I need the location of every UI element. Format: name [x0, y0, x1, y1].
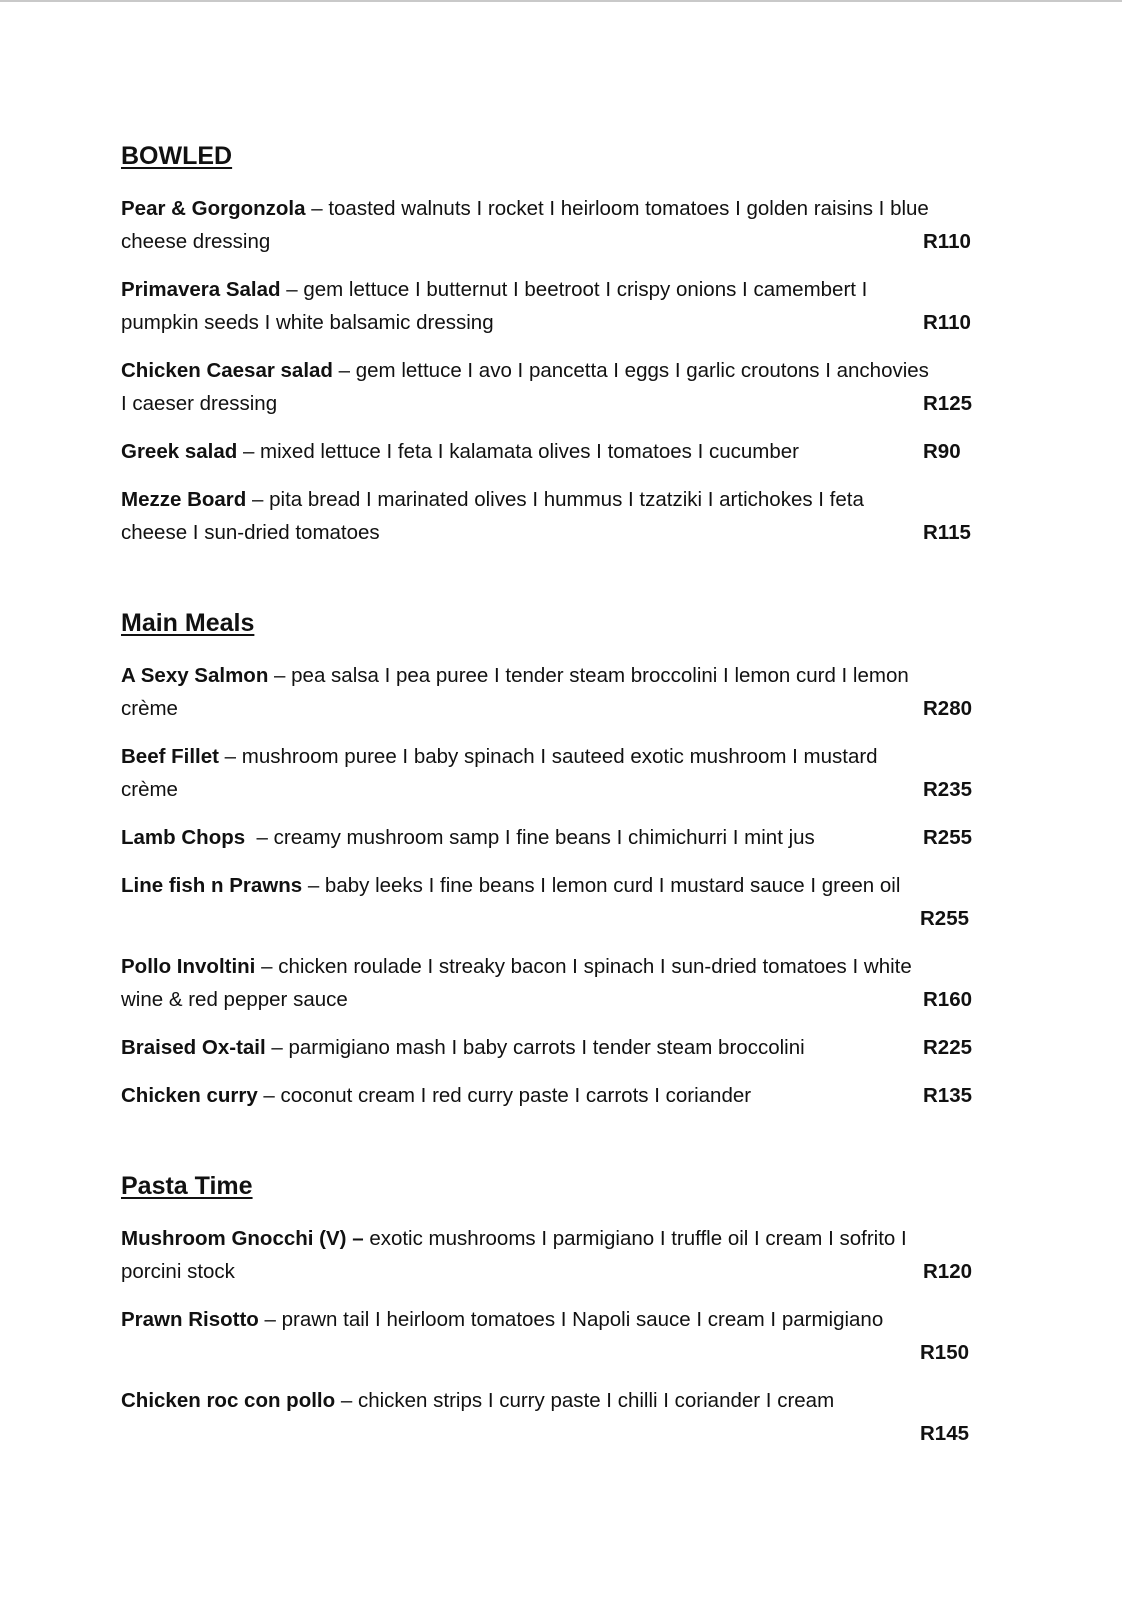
menu-section [121, 607, 1001, 1112]
item-description: exotic mushrooms I parmigiano I truffle oil I cream I sofrito I [369, 1227, 907, 1250]
menu-item [121, 1303, 1001, 1369]
item-name: Mezze Board [121, 488, 247, 511]
menu-item [121, 950, 1001, 1016]
item-description-continued: pumpkin seeds I white balsamic dressing [121, 311, 494, 334]
item-line-2 [121, 516, 1001, 549]
item-separator: – [332, 359, 356, 382]
item-line-1 [121, 950, 1001, 983]
item-name: Beef Fillet [121, 745, 219, 768]
item-name: Chicken Caesar salad [121, 359, 333, 382]
item-separator: – [265, 1036, 289, 1059]
menu-item [121, 1222, 1001, 1288]
item-name: Braised Ox-tail [121, 1036, 266, 1059]
item-price: R110 [923, 311, 971, 334]
item-description: creamy mushroom samp I fine beans I chimichurri I mint jus [273, 826, 815, 849]
item-text [121, 821, 815, 854]
item-line-1 [121, 273, 1001, 306]
item-description: toasted walnuts I rocket I heirloom tomatoes I golden raisins I blue [328, 197, 929, 220]
item-separator: – [237, 440, 261, 463]
item-name: Greek salad [121, 440, 238, 463]
section-title: Main Meals [121, 609, 255, 637]
menu-item [121, 1031, 1001, 1064]
item-description: parmigiano mash I baby carrots I tender steam broccolini [288, 1036, 805, 1059]
item-line-1 [121, 192, 1001, 225]
item-line-1 [121, 483, 1001, 516]
item-description: gem lettuce I butternut I beetroot I crispy onions I camembert I [303, 278, 868, 301]
item-price: R110 [923, 230, 971, 253]
item-line-2 [121, 773, 1001, 806]
item-separator: – [335, 1389, 358, 1412]
item-line-2 [121, 306, 1001, 339]
item-separator: – [257, 1084, 281, 1107]
item-description: chicken roulade I streaky bacon I spinach I sun-dried tomatoes I white [278, 955, 912, 978]
item-line-1 [121, 740, 1001, 773]
item-description-continued: wine & red pepper sauce [121, 988, 348, 1011]
item-line-1 [121, 435, 1001, 468]
item-line-2 [121, 1336, 1001, 1369]
item-price: R160 [923, 988, 973, 1011]
item-description-continued: porcini stock [121, 1260, 235, 1283]
item-separator: – [258, 1308, 282, 1331]
item-price: R120 [923, 1260, 973, 1283]
item-price: R235 [923, 778, 973, 801]
item-description: coconut cream I red curry paste I carrots I coriander [280, 1084, 752, 1107]
menu-item [121, 659, 1001, 725]
item-separator: – [218, 745, 242, 768]
item-price: R145 [920, 1422, 970, 1445]
item-name: Line fish n Prawns [121, 874, 303, 897]
item-description: baby leeks I fine beans I lemon curd I mustard sauce I green oil [324, 874, 901, 897]
item-price: R255 [920, 907, 970, 930]
menu-item [121, 354, 1001, 420]
item-line-2 [121, 387, 1001, 420]
item-description: mixed lettuce I feta I kalamata olives I tomatoes I cucumber [260, 440, 799, 463]
menu-item [121, 1384, 1001, 1450]
item-line-2 [121, 1255, 1001, 1288]
menu-section [121, 140, 1001, 549]
top-border [0, 0, 1122, 2]
item-name: Mushroom Gnocchi (V) – [121, 1227, 364, 1250]
item-description: prawn tail I heirloom tomatoes I Napoli sauce I cream I parmigiano [281, 1308, 884, 1331]
item-name: Pollo Involtini [121, 955, 256, 978]
item-description-continued: crème [121, 697, 178, 720]
item-line-2 [121, 983, 1001, 1016]
item-separator: – [280, 278, 304, 301]
item-name: A Sexy Salmon [121, 664, 269, 687]
menu-item [121, 1079, 1001, 1112]
item-line-1 [121, 821, 1001, 854]
menu-page [121, 140, 1001, 1508]
item-separator: – [268, 664, 292, 687]
item-price: R150 [920, 1341, 970, 1364]
item-line-1 [121, 1303, 1001, 1336]
menu-item [121, 821, 1001, 854]
item-description: chicken strips I curry paste I chilli I coriander I cream [357, 1389, 835, 1412]
item-line-1 [121, 1222, 1001, 1255]
item-line-1 [121, 1384, 1001, 1417]
item-name: Lamb Chops [121, 826, 246, 849]
item-price: R125 [923, 392, 973, 415]
item-separator: – [255, 955, 279, 978]
menu-item [121, 435, 1001, 468]
item-name: Chicken roc con pollo [121, 1389, 336, 1412]
item-line-2 [121, 902, 1001, 935]
item-name: Chicken curry [121, 1084, 258, 1107]
item-description: pea salsa I pea puree I tender steam broccolini I lemon curd I lemon [291, 664, 909, 687]
item-separator: – [245, 826, 274, 849]
item-text [121, 1079, 751, 1112]
item-line-1 [121, 659, 1001, 692]
item-price: R255 [923, 826, 973, 849]
item-name: Primavera Salad [121, 278, 281, 301]
item-separator: – [302, 874, 325, 897]
item-description-continued: I caeser dressing [121, 392, 278, 415]
item-line-2 [121, 1417, 1001, 1450]
item-description: mushroom puree I baby spinach I sauteed exotic mushroom I mustard [241, 745, 878, 768]
menu-item [121, 483, 1001, 549]
item-description: pita bread I marinated olives I hummus I tzatziki I artichokes I feta [269, 488, 864, 511]
menu-section [121, 1170, 1001, 1450]
item-price: R115 [923, 521, 971, 544]
item-name: Pear & Gorgonzola [121, 197, 306, 220]
item-line-2 [121, 225, 1001, 258]
menu-item [121, 273, 1001, 339]
item-line-1 [121, 1079, 1001, 1112]
item-text [121, 435, 799, 468]
menu-item [121, 192, 1001, 258]
item-price: R280 [923, 697, 973, 720]
item-line-1 [121, 354, 1001, 387]
section-title: Pasta Time [121, 1172, 253, 1200]
item-price: R90 [923, 440, 961, 463]
section-title: BOWLED [121, 142, 233, 170]
item-text [121, 1031, 805, 1064]
item-description-continued: cheese I sun-dried tomatoes [121, 521, 380, 544]
item-description-continued: crème [121, 778, 178, 801]
item-price: R135 [923, 1084, 973, 1107]
item-description: gem lettuce I avo I pancetta I eggs I garlic croutons I anchovies [355, 359, 929, 382]
item-description-continued: cheese dressing [121, 230, 271, 253]
item-separator: – [246, 488, 270, 511]
item-line-1 [121, 869, 1001, 902]
item-name: Prawn Risotto [121, 1308, 259, 1331]
menu-item [121, 869, 1001, 935]
item-price: R225 [923, 1036, 973, 1059]
item-separator: – [305, 197, 329, 220]
item-line-2 [121, 692, 1001, 725]
menu-item [121, 740, 1001, 806]
item-line-1 [121, 1031, 1001, 1064]
